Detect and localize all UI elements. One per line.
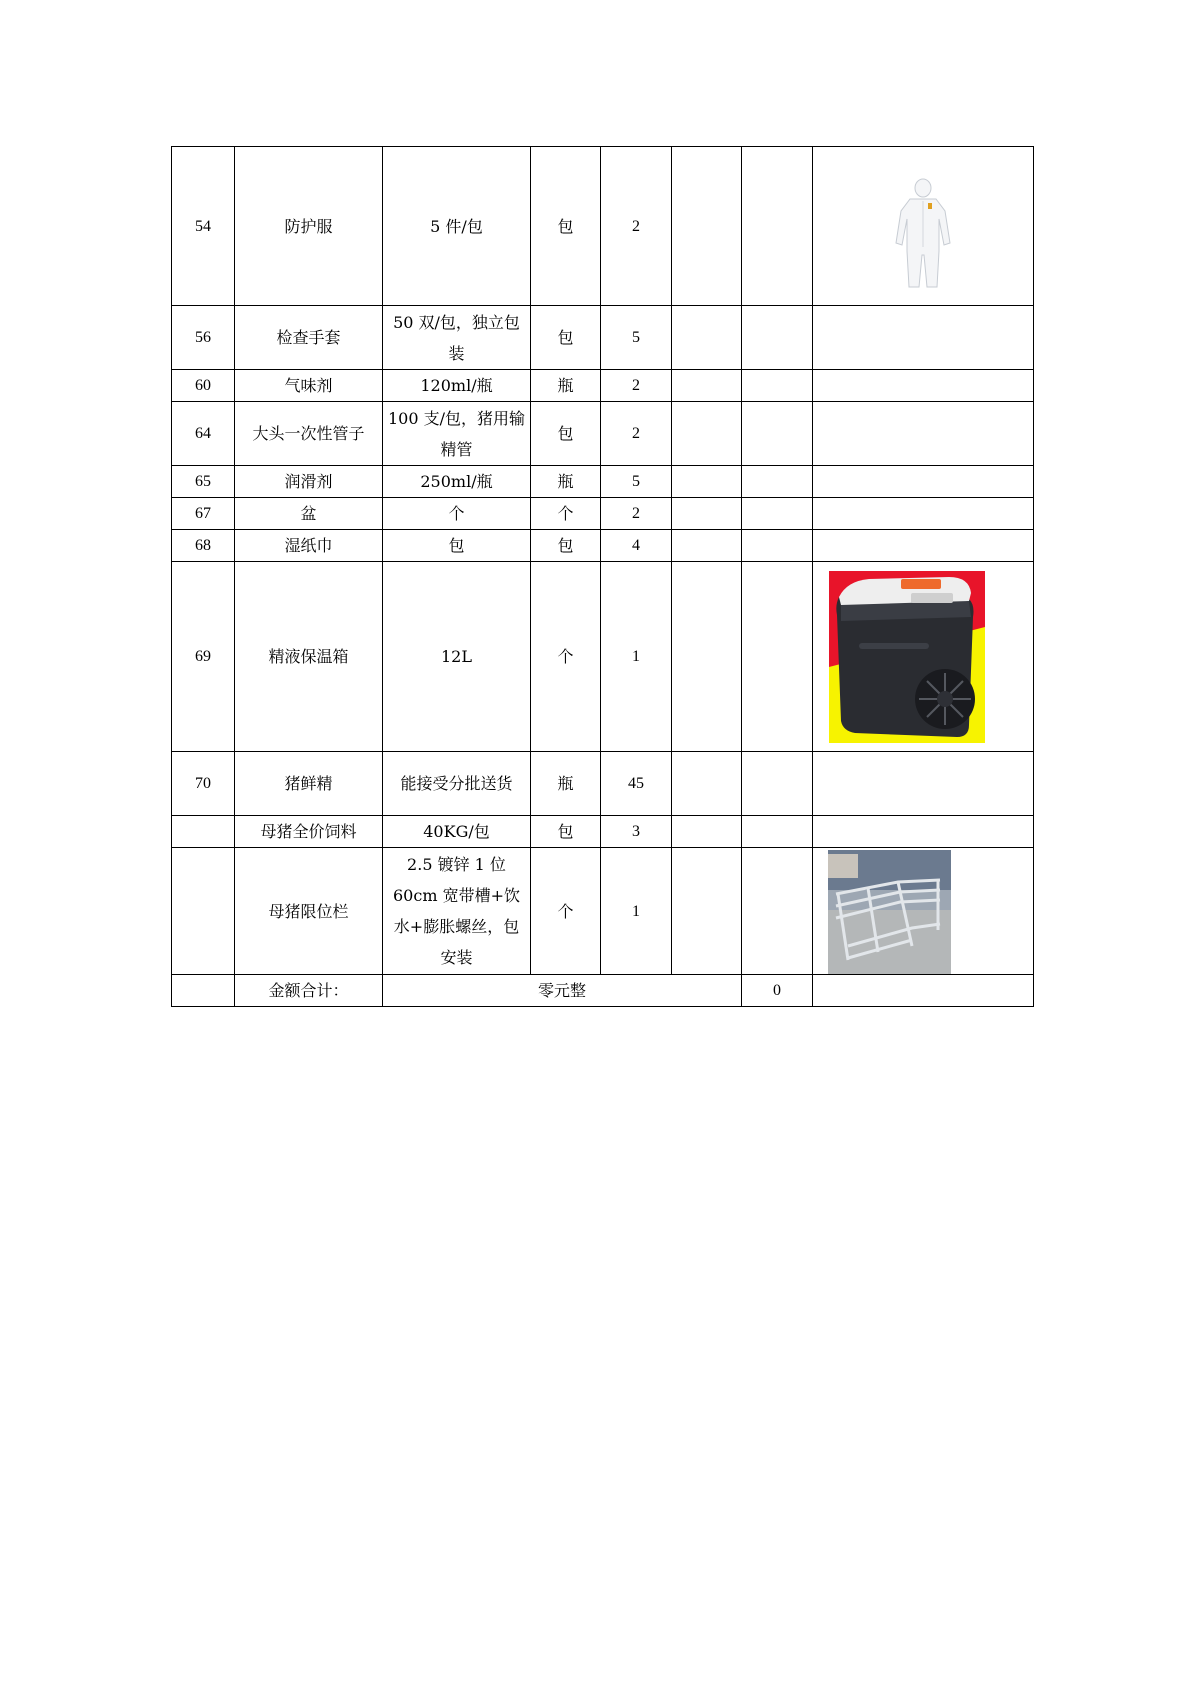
item-unit: 瓶 [531, 466, 601, 498]
item-price [672, 848, 742, 975]
item-number: 67 [172, 498, 235, 530]
table-row [172, 530, 1034, 562]
item-name: 猪鲜精 [235, 752, 383, 816]
item-unit: 包 [531, 530, 601, 562]
item-number: 60 [172, 370, 235, 402]
item-unit: 包 [531, 816, 601, 848]
item-spec: 40KG/包 [383, 816, 531, 848]
item-name: 防护服 [235, 147, 383, 306]
table-row [172, 752, 1034, 816]
item-spec: 个 [383, 498, 531, 530]
item-unit: 个 [531, 848, 601, 975]
item-name: 检查手套 [235, 306, 383, 370]
item-unit: 包 [531, 402, 601, 466]
item-name: 精液保温箱 [235, 562, 383, 752]
item-image-cell [813, 530, 1034, 562]
item-amount [742, 848, 813, 975]
total-amount: 0 [742, 975, 813, 1007]
item-spec: 100 支/包，猪用输精管 [383, 402, 531, 466]
item-price [672, 306, 742, 370]
item-amount [742, 562, 813, 752]
item-image-cell [813, 402, 1034, 466]
item-image-cell [813, 370, 1034, 402]
item-qty: 3 [601, 816, 672, 848]
item-number: 65 [172, 466, 235, 498]
item-name: 盆 [235, 498, 383, 530]
item-unit: 包 [531, 147, 601, 306]
item-image-cell [813, 562, 1034, 752]
table-row [172, 370, 1034, 402]
item-number [172, 816, 235, 848]
total-label: 金额合计： [235, 975, 383, 1007]
item-unit: 瓶 [531, 370, 601, 402]
item-price [672, 147, 742, 306]
item-name: 母猪全价饲料 [235, 816, 383, 848]
item-qty: 2 [601, 370, 672, 402]
item-price [672, 562, 742, 752]
item-qty: 1 [601, 848, 672, 975]
item-image-cell [813, 848, 1034, 975]
item-price [672, 530, 742, 562]
item-name: 湿纸巾 [235, 530, 383, 562]
item-number: 64 [172, 402, 235, 466]
table-row [172, 498, 1034, 530]
item-unit: 个 [531, 562, 601, 752]
item-image-cell [813, 752, 1034, 816]
item-qty: 2 [601, 498, 672, 530]
item-spec: 包 [383, 530, 531, 562]
table-row [172, 848, 1034, 975]
item-qty: 5 [601, 466, 672, 498]
item-unit: 瓶 [531, 752, 601, 816]
item-table [171, 146, 1034, 1007]
total-row [172, 975, 1034, 1007]
item-qty: 4 [601, 530, 672, 562]
table-row [172, 816, 1034, 848]
item-number [172, 848, 235, 975]
item-amount [742, 530, 813, 562]
item-spec: 能接受分批送货 [383, 752, 531, 816]
item-spec: 12L [383, 562, 531, 752]
cooler-box-image [829, 571, 985, 743]
item-price [672, 816, 742, 848]
item-name: 母猪限位栏 [235, 848, 383, 975]
item-spec: 120ml/瓶 [383, 370, 531, 402]
table-row [172, 402, 1034, 466]
item-qty: 2 [601, 402, 672, 466]
item-spec: 50 双/包，独立包装 [383, 306, 531, 370]
item-number: 69 [172, 562, 235, 752]
item-image-cell [813, 816, 1034, 848]
item-amount [742, 816, 813, 848]
item-image-cell [813, 147, 1034, 306]
item-image-cell [813, 498, 1034, 530]
item-amount [742, 306, 813, 370]
item-number: 56 [172, 306, 235, 370]
item-amount [742, 370, 813, 402]
item-number: 68 [172, 530, 235, 562]
item-amount [742, 147, 813, 306]
item-spec: 250ml/瓶 [383, 466, 531, 498]
item-amount [742, 402, 813, 466]
sow-crate-image [828, 850, 951, 974]
table-row [172, 562, 1034, 752]
item-spec: 5 件/包 [383, 147, 531, 306]
protective-suit-image [893, 177, 953, 295]
item-qty: 5 [601, 306, 672, 370]
table-row [172, 306, 1034, 370]
item-number: 54 [172, 147, 235, 306]
item-image-cell [813, 306, 1034, 370]
total-blank-cell [172, 975, 235, 1007]
item-unit: 包 [531, 306, 601, 370]
total-amount-words: 零元整 [383, 975, 742, 1007]
item-price [672, 370, 742, 402]
item-price [672, 752, 742, 816]
item-price [672, 466, 742, 498]
item-spec: 2.5 镀锌 1 位60cm 宽带槽+饮水+膨胀螺丝，包安装 [383, 848, 531, 975]
table-row [172, 147, 1034, 306]
item-price [672, 498, 742, 530]
item-price [672, 402, 742, 466]
item-qty: 1 [601, 562, 672, 752]
item-name: 大头一次性管子 [235, 402, 383, 466]
item-name: 气味剂 [235, 370, 383, 402]
item-qty: 2 [601, 147, 672, 306]
item-amount [742, 498, 813, 530]
item-unit: 个 [531, 498, 601, 530]
table-row [172, 466, 1034, 498]
item-name: 润滑剂 [235, 466, 383, 498]
item-number: 70 [172, 752, 235, 816]
total-image-cell [813, 975, 1034, 1007]
item-qty: 45 [601, 752, 672, 816]
item-image-cell [813, 466, 1034, 498]
item-amount [742, 752, 813, 816]
item-amount [742, 466, 813, 498]
